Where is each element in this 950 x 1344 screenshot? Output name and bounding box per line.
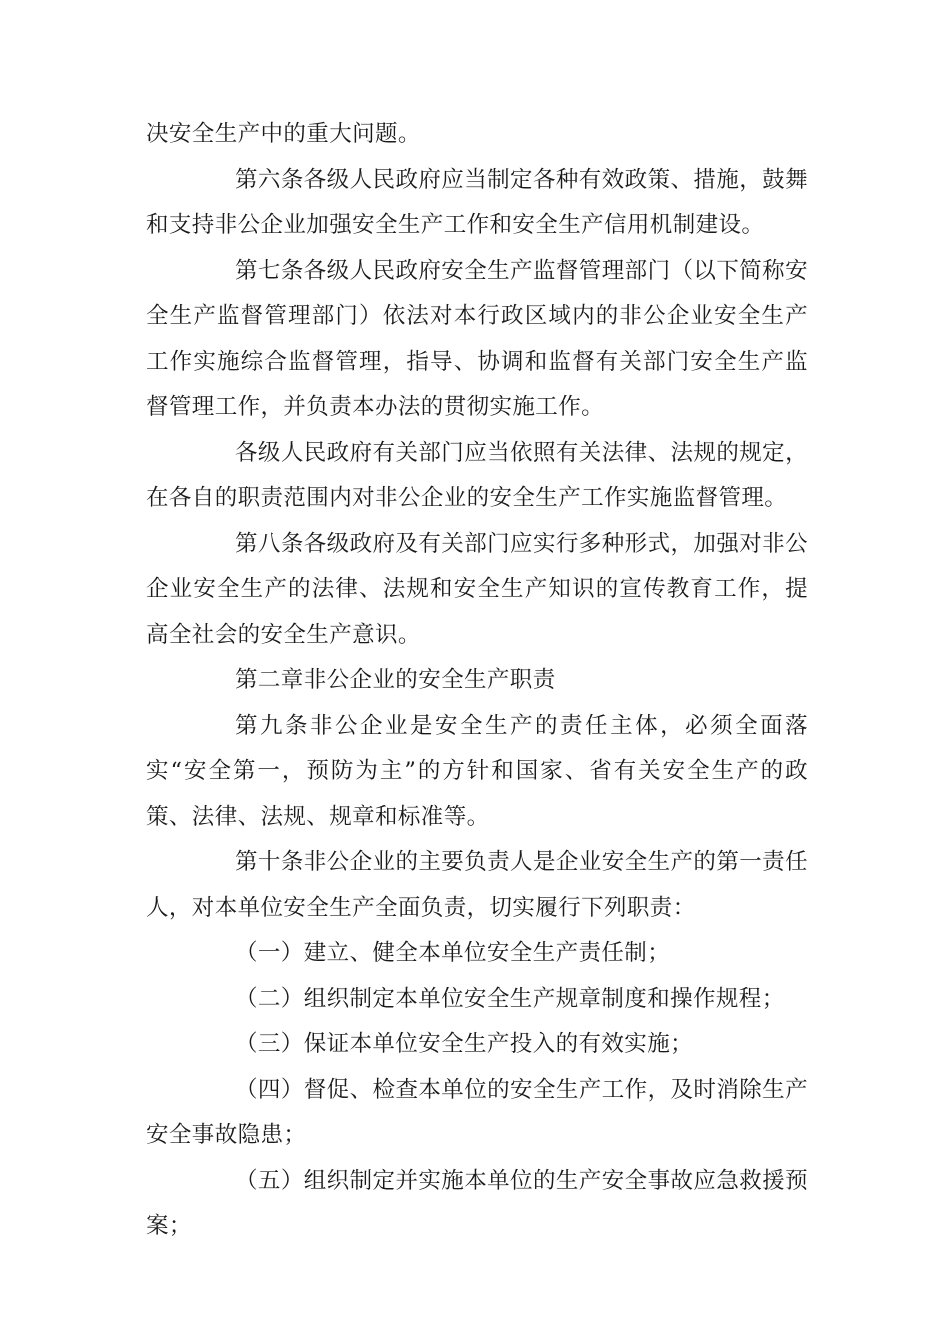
list-item-3: （三）保证本单位安全生产投入的有效实施； <box>235 1031 694 1057</box>
chapter-heading: 第二章非公企业的安全生产职责 <box>235 667 556 693</box>
list-item-4: （四）督促、检查本单位的安全生产工作，及时消除生产安全事故隐患； <box>146 1076 808 1148</box>
paragraph-article-7-continued: 各级人民政府有关部门应当依照有关法律、法规的规定，在各自的职责范围内对非公企业的安全生产工作实施监督管理。 <box>146 439 808 511</box>
list-item-2: （二）组织制定本单位安全生产规章制度和操作规程； <box>235 985 785 1012</box>
paragraph-article-7: 第七条各级人民政府安全生产监督管理部门（以下简称安全生产监督管理部门）依法对本行政区域内的非公企业安全生产工作实施综合监督管理，指导、协调和监督有关部门安全生产监督管理工作，并负责本办法的贯彻实施工作。 <box>146 257 808 420</box>
paragraph-article-9: 第九条非公企业是安全生产的责任主体，必须全面落实“安全第一，预防为主”的方针和国家、省有关安全生产的政策、法律、法规、规章和标准等。 <box>146 712 808 830</box>
document-body <box>146 112 808 1250</box>
paragraph-continuation: 决安全生产中的重大问题。 <box>146 121 421 147</box>
list-item-1: （一）建立、健全本单位安全生产责任制； <box>235 940 671 966</box>
paragraph-article-6: 第六条各级人民政府应当制定各种有效政策、措施，鼓舞和支持非公企业加强安全生产工作和安全生产信用机制建设。 <box>146 166 808 238</box>
list-item-5: （五）组织制定并实施本单位的生产安全事故应急救援预案； <box>146 1167 808 1239</box>
paragraph-article-10: 第十条非公企业的主要负责人是企业安全生产的第一责任人，对本单位安全生产全面负责，切实履行下列职责： <box>146 849 808 921</box>
paragraph-article-8: 第八条各级政府及有关部门应实行多种形式，加强对非公企业安全生产的法律、法规和安全生产知识的宣传教育工作，提高全社会的安全生产意识。 <box>146 530 808 648</box>
